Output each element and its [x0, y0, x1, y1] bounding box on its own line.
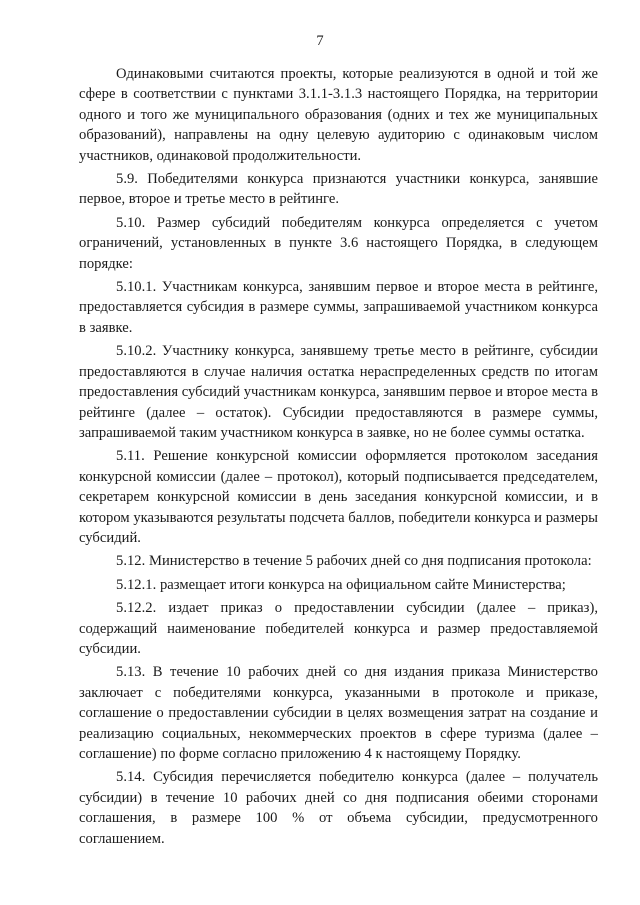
document-body: [79, 64, 598, 849]
paragraph-5-13: 5.13. В течение 10 рабочих дней со дня издания приказа Министерство заключает с победителями конкурса, указанными в протоколе и приказе, соглашение о предоставлении субсидии в целях возмещения затрат на создание и реализацию социальных, некоммерческих проектов в сфере туризма (далее – соглашение) по форме согласно приложению 4 к настоящему Порядку.: [79, 664, 598, 762]
page-number: 7: [316, 33, 324, 49]
paragraph-5-14: 5.14. Субсидия перечисляется победителю конкурса (далее – получатель субсидии) в течение 10 рабочих дней со дня подписания обеими сторонами соглашения, в размере 100 % от объема субсидии, предусмотренного соглашением.: [79, 769, 598, 847]
paragraph-5-9: 5.9. Победителями конкурса признаются участники конкурса, занявшие первое, второе и третье место в рейтинге.: [79, 171, 598, 208]
paragraph-identical-projects: Одинаковыми считаются проекты, которые реализуются в одной и той же сфере в соответствии с пунктами 3.1.1-3.1.3 настоящего Порядка, на территории одного и того же муниципального образования (одних и тех же муниципальных образований), направлены на одну целевую аудиторию с одинаковым числом участников, одинаковой продолжительности.: [79, 66, 598, 164]
paragraph-5-12: 5.12. Министерство в течение 5 рабочих дней со дня подписания протокола:: [116, 553, 592, 570]
paragraph-5-10: 5.10. Размер субсидий победителям конкурса определяется с учетом ограничений, установленных в пункте 3.6 настоящего Порядка, в следующем порядке:: [79, 214, 598, 272]
paragraph-5-10-1: 5.10.1. Участникам конкурса, занявшим первое и второе места в рейтинге, предоставляется субсидия в размере суммы, запрашиваемой участником конкурса в заявке.: [79, 279, 598, 336]
paragraph-5-10-2: 5.10.2. Участнику конкурса, занявшему третье место в рейтинге, субсидии предоставляются в случае наличия остатка нераспределенных средств по итогам предоставления субсидий участникам конкурса, занявшим первое и второе места в рейтинге (далее – остаток). Субсидии предоставляются в размере суммы, запрашиваемой таким участником конкурса в заявке, но не более суммы остатка.: [79, 343, 598, 441]
paragraph-5-12-1: 5.12.1. размещает итоги конкурса на официальном сайте Министерства;: [116, 576, 566, 593]
paragraph-5-11: 5.11. Решение конкурсной комиссии оформляется протоколом заседания конкурсной комиссии (далее – протокол), который подписывается председателем, секретарем конкурсной комиссии в день заседания конкурсной комиссии, и в котором указываются результаты подсчета баллов, победители конкурса и размеры субсидий.: [79, 448, 598, 546]
paragraph-5-12-2: 5.12.2. издает приказ о предоставлении субсидии (далее – приказ), содержащий наименование победителей конкурса и размер предоставляемой субсидии.: [79, 600, 598, 657]
